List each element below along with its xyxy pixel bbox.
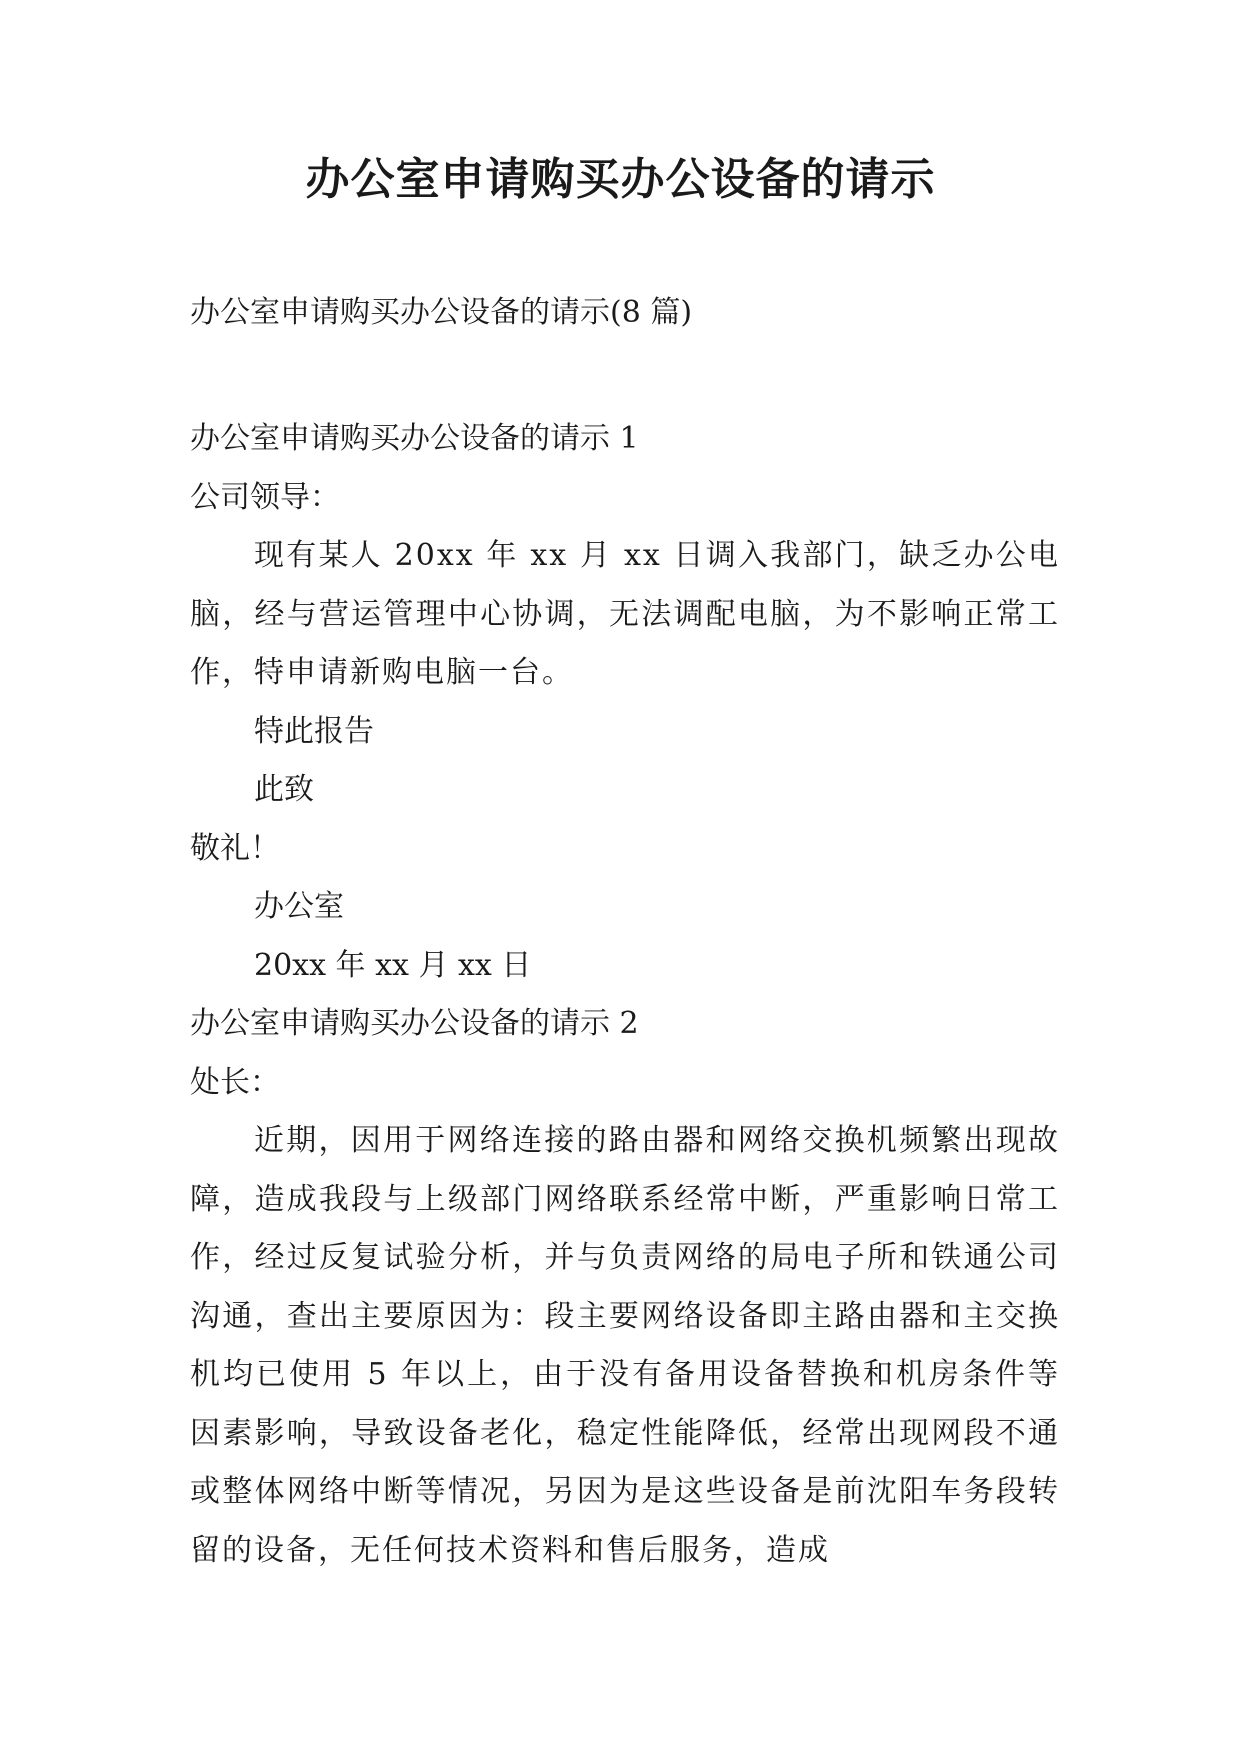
closing-report: 特此报告 xyxy=(254,713,374,749)
salutation-2: 处长： xyxy=(190,1064,280,1100)
document-subtitle: 办公室申请购买办公设备的请示(8 篇) xyxy=(190,295,693,330)
salutation-1: 公司领导： xyxy=(190,479,340,515)
document-body xyxy=(190,410,1060,1580)
paragraph-1: 现有某人 20xx 年 xx 月 xx 日调入我部门，缺乏办公电脑，经与营运管理中心协调，无法调配电脑，为不影响正常工作，特申请新购电脑一台。 xyxy=(190,538,1060,690)
paragraph-2: 近期，因用于网络连接的路由器和网络交换机频繁出现故障，造成我段与上级部门网络联系经常中断，严重影响日常工作，经过反复试验分析，并与负责网络的局电子所和铁通公司沟通，查出主要原因为：段主要网络设备即主路由器和主交换机均已使用 5 年以上，由于没有备用设备替换和机房条件等因素影响，导致设备老化，稳定性能降低，经常出现网段不通或整体网络中断等情况，另因为是这些设备是前沈阳车务段转留的设备，无任何技术资料和售后服务，造成 xyxy=(190,1123,1060,1568)
signature-office: 办公室 xyxy=(254,889,344,924)
closing-salute: 敬礼！ xyxy=(190,830,280,866)
closing-regards: 此致 xyxy=(254,772,314,807)
section-heading-2: 办公室申请购买办公设备的请示 2 xyxy=(190,1006,639,1041)
signature-date: 20xx 年 xx 月 xx 日 xyxy=(254,947,532,983)
section-heading-1: 办公室申请购买办公设备的请示 1 xyxy=(190,421,639,456)
document-title: 办公室申请购买办公设备的请示 xyxy=(305,154,936,205)
